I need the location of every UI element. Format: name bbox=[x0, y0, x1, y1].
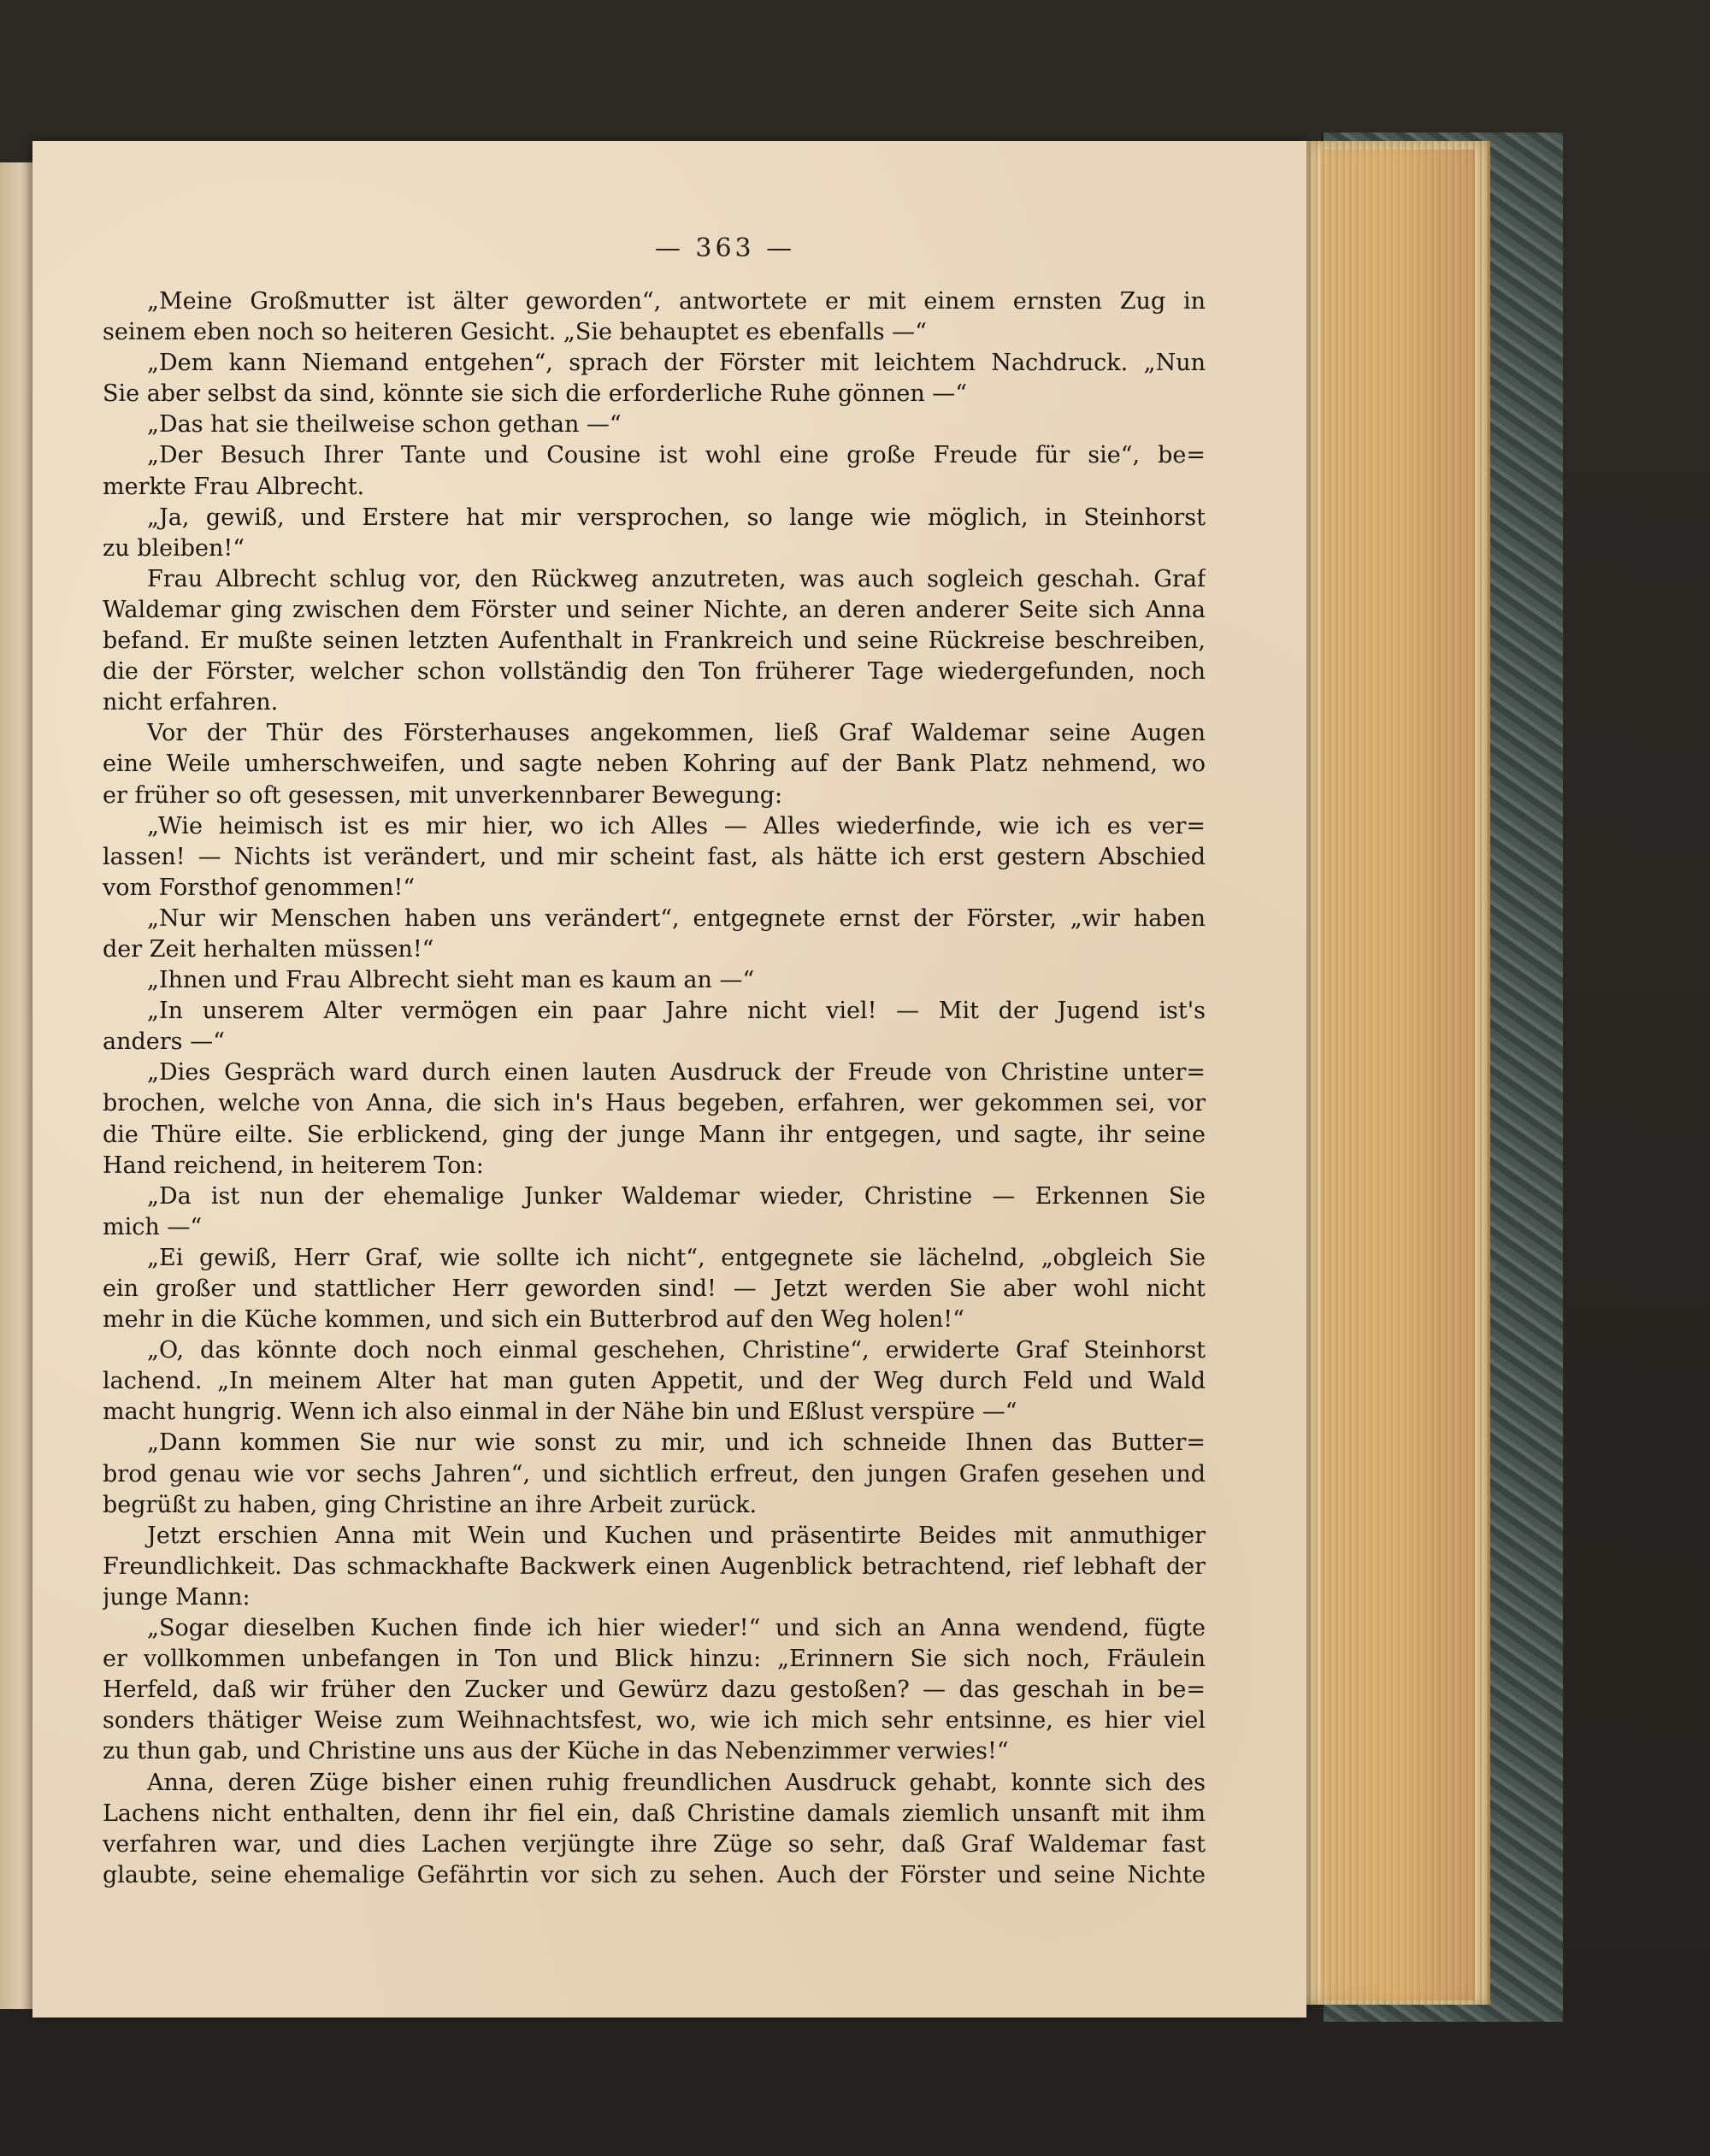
text-line: seinem eben noch so heiteren Gesicht. „Sie behauptet es ebenfalls —“ bbox=[103, 319, 927, 346]
left-page-edge bbox=[0, 162, 36, 2009]
text-line: macht hungrig. Wenn ich also einmal in der Nähe bin und Eßlust verspüre —“ bbox=[103, 1399, 1017, 1426]
text-line: der Zeit herhalten müssen!“ bbox=[103, 935, 434, 963]
text-line: „Nur wir Menschen haben uns verändert“, entgegnete ernst der Förster, „wir haben bbox=[147, 904, 1206, 932]
text-line: brod genau wie vor sechs Jahren“, und sichtlich erfreut, den jungen Grafen gesehen und bbox=[103, 1460, 1206, 1487]
text-line: die Thüre eilte. Sie erblickend, ging der junge Mann ihr entgegen, und sagte, ihr seine bbox=[103, 1121, 1206, 1148]
text-line: mich —“ bbox=[103, 1213, 203, 1240]
text-line: Waldemar ging zwischen dem Förster und seiner Nichte, an deren anderer Seite sich Anna bbox=[103, 596, 1206, 623]
text-line: verfahren war, und dies Lachen verjüngte ihre Züge so sehr, daß Graf Waldemar fast bbox=[103, 1830, 1206, 1858]
text-line: ein großer und stattlicher Herr geworden sind! — Jetzt werden Sie aber wohl nicht bbox=[103, 1275, 1206, 1302]
text-line: glaubte, seine ehemalige Gefährtin vor sich zu sehen. Auch der Förster und seine Nichte bbox=[103, 1861, 1206, 1888]
text-line: die der Förster, welcher schon vollständig den Ton früherer Tage wiedergefunden, noch bbox=[103, 658, 1206, 686]
text-line: Herfeld, daß wir früher den Zucker und Gewürz dazu gestoßen? — das geschah in be= bbox=[103, 1676, 1206, 1704]
text-line: Freundlichkeit. Das schmackhafte Backwerk einen Augenblick betrachtend, rief lebhaft der bbox=[103, 1552, 1206, 1580]
text-line: „Der Besuch Ihrer Tante und Cousine ist wohl eine große Freude für sie“, be= bbox=[147, 442, 1206, 469]
text-line: „Ei gewiß, Herr Graf, wie sollte ich nicht“, entgegnete sie lächelnd, „obgleich Sie bbox=[147, 1244, 1206, 1271]
text-line: junge Mann: bbox=[103, 1583, 251, 1611]
text-line: Hand reichend, in heiterem Ton: bbox=[103, 1152, 484, 1179]
page-body-text bbox=[103, 286, 1206, 1891]
text-line: mehr in die Küche kommen, und sich ein Butterbrod auf den Weg holen!“ bbox=[103, 1306, 964, 1334]
book-page bbox=[32, 141, 1306, 2018]
text-line: nicht erfahren. bbox=[103, 689, 279, 716]
text-line: „Dies Gespräch ward durch einen lauten Ausdruck der Freude von Christine unter= bbox=[147, 1059, 1206, 1087]
text-line: „In unserem Alter vermögen ein paar Jahre nicht viel! — Mit der Jugend ist's bbox=[147, 998, 1206, 1025]
text-line: Sie aber selbst da sind, könnte sie sich die erforderliche Ruhe gönnen —“ bbox=[103, 380, 968, 408]
text-line: er vollkommen unbefangen in Ton und Blick hinzu: „Erinnern Sie sich noch, Fräulein bbox=[103, 1646, 1206, 1673]
text-line: „Ja, gewiß, und Erstere hat mir versprochen, so lange wie möglich, in Steinhorst bbox=[147, 504, 1206, 531]
text-line: zu bleiben!“ bbox=[103, 534, 245, 562]
text-line: lassen! — Nichts ist verändert, und mir scheint fast, als hätte ich erst gestern Abschied bbox=[103, 843, 1206, 870]
text-line: lachend. „In meinem Alter hat man guten Appetit, und der Weg durch Feld und Wald bbox=[103, 1368, 1206, 1395]
page-number: — 363 — bbox=[654, 233, 796, 263]
text-line: zu thun gab, und Christine uns aus der Küche in das Nebenzimmer verwies!“ bbox=[103, 1738, 1009, 1765]
text-line: „O, das könnte doch noch einmal geschehen, Christine“, erwiderte Graf Steinhorst bbox=[147, 1337, 1206, 1364]
text-line: vom Forsthof genommen!“ bbox=[103, 874, 416, 901]
text-line: befand. Er mußte seinen letzten Aufenthalt in Frankreich und seine Rückreise beschreiben, bbox=[103, 627, 1206, 655]
text-line: Vor der Thür des Försterhauses angekommen, ließ Graf Waldemar seine Augen bbox=[147, 720, 1206, 747]
text-line: „Das hat sie theilweise schon gethan —“ bbox=[147, 411, 622, 439]
text-line: merkte Frau Albrecht. bbox=[103, 473, 365, 500]
text-line: „Dem kann Niemand entgehen“, sprach der Förster mit leichtem Nachdruck. „Nun bbox=[147, 350, 1206, 377]
text-line: „Meine Großmutter ist älter geworden“, antwortete er mit einem ernsten Zug in bbox=[147, 288, 1206, 315]
text-line: „Dann kommen Sie nur wie sonst zu mir, und ich schneide Ihnen das Butter= bbox=[147, 1429, 1206, 1457]
text-line: „Ihnen und Frau Albrecht sieht man es kaum an —“ bbox=[147, 967, 755, 994]
text-line: anders —“ bbox=[103, 1028, 225, 1056]
text-line: „Da ist nun der ehemalige Junker Waldemar wieder, Christine — Erkennen Sie bbox=[147, 1182, 1206, 1210]
text-line: begrüßt zu haben, ging Christine an ihre Arbeit zurück. bbox=[103, 1491, 758, 1518]
text-line: sonders thätiger Weise zum Weihnachtsfest, wo, wie ich mich sehr entsinne, es hier viel bbox=[103, 1707, 1206, 1735]
text-line: „Wie heimisch ist es mir hier, wo ich Alles — Alles wiederfinde, wie ich es ver= bbox=[147, 812, 1206, 839]
text-line: Anna, deren Züge bisher einen ruhig freundlichen Ausdruck gehabt, konnte sich des bbox=[147, 1769, 1206, 1796]
gilt-page-edge bbox=[1321, 150, 1475, 2000]
text-line: Lachens nicht enthalten, denn ihr fiel ein, daß Christine damals ziemlich unsanft mit ihm bbox=[103, 1800, 1206, 1827]
text-line: „Sogar dieselben Kuchen finde ich hier wieder!“ und sich an Anna wendend, fügte bbox=[147, 1615, 1206, 1642]
text-line: brochen, welche von Anna, die sich in's Haus begeben, erfahren, wer gekommen sei, vor bbox=[103, 1090, 1206, 1117]
text-line: eine Weile umherschweifen, und sagte neben Kohring auf der Bank Platz nehmend, wo bbox=[103, 751, 1206, 778]
text-line: Frau Albrecht schlug vor, den Rückweg anzutreten, was auch sogleich geschah. Graf bbox=[147, 565, 1206, 592]
text-line: Jetzt erschien Anna mit Wein und Kuchen und präsentirte Beides mit anmuthiger bbox=[147, 1522, 1206, 1549]
text-line: er früher so oft gesessen, mit unverkennbarer Bewegung: bbox=[103, 781, 783, 809]
